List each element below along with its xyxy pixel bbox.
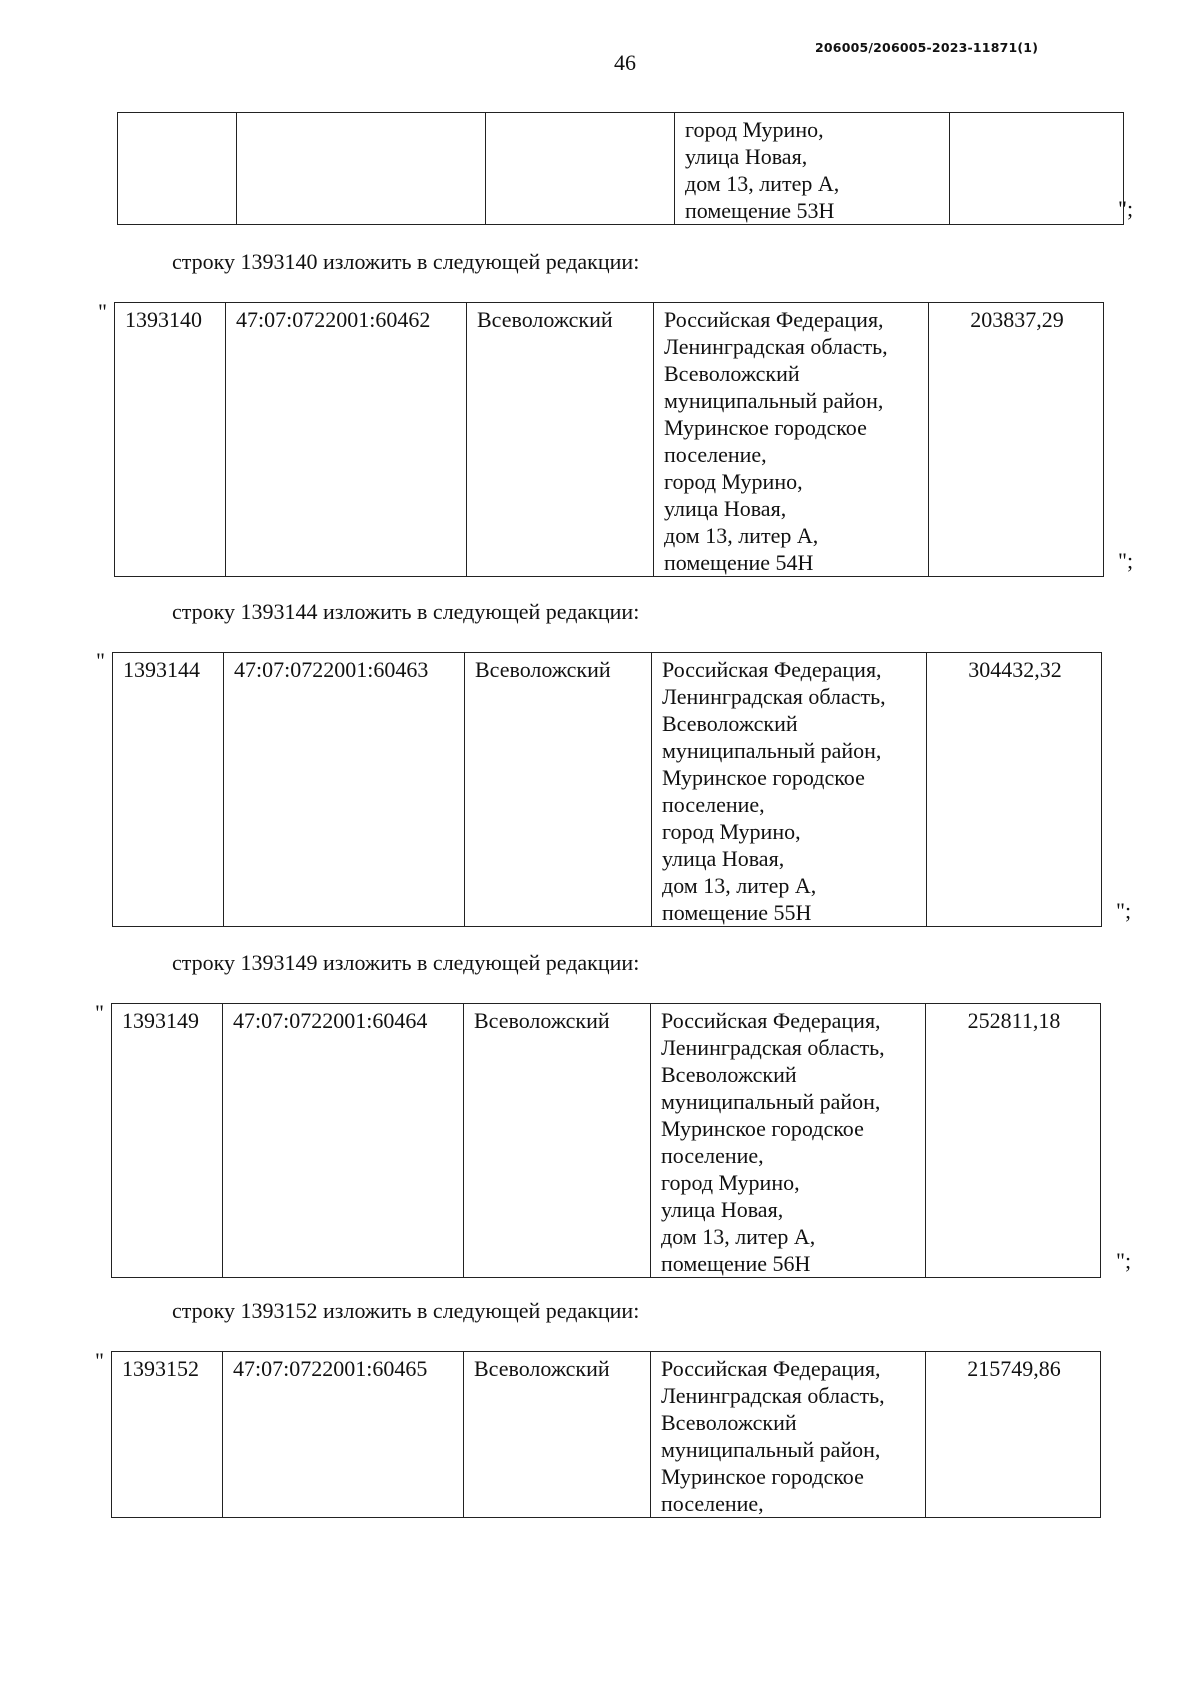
closing-quote: "; <box>1116 898 1132 923</box>
address-line: Муринское городское <box>662 765 865 790</box>
replacement-table <box>111 1351 1101 1518</box>
address-line: Ленинградская область, <box>664 334 888 359</box>
address-line: поселение, <box>664 442 767 467</box>
address-line: Муринское городское <box>664 415 867 440</box>
cell-cadastral-number: 47:07:0722001:60464 <box>223 1004 464 1278</box>
address-line: Всеволожский <box>662 711 798 736</box>
address-line: Российская Федерация, <box>661 1356 881 1381</box>
cell-value: 215749,86 <box>926 1352 1101 1518</box>
cell-row-number <box>118 113 237 225</box>
address-line: дом 13, литер А, <box>661 1224 816 1249</box>
address-line: улица Новая, <box>685 144 808 169</box>
cell-value: 203837,29 <box>929 303 1104 577</box>
page-number: 46 <box>614 50 636 75</box>
address-line: помещение 54Н <box>664 550 814 575</box>
instruction-text: строку 1393144 изложить в следующей редакции: <box>172 599 640 624</box>
opening-quote: " <box>98 299 107 324</box>
table-row <box>112 1352 1101 1518</box>
address-line: Российская Федерация, <box>664 307 884 332</box>
cell-row-number: 1393152 <box>112 1352 223 1518</box>
address-line: Всеволожский <box>664 361 800 386</box>
instruction-text: строку 1393152 изложить в следующей редакции: <box>172 1298 640 1323</box>
replacement-table <box>114 302 1104 577</box>
address-line: Муринское городское <box>661 1116 864 1141</box>
address-line: помещение 55Н <box>662 900 812 925</box>
address-line: улица Новая, <box>662 846 785 871</box>
cell-address <box>654 303 929 577</box>
address-line: улица Новая, <box>661 1197 784 1222</box>
cell-district: Всеволожский <box>467 303 654 577</box>
instruction-text: строку 1393140 изложить в следующей редакции: <box>172 249 640 274</box>
address-line: поселение, <box>661 1143 764 1168</box>
address-line: дом 13, литер А, <box>662 873 817 898</box>
address-line: улица Новая, <box>664 496 787 521</box>
address-line: Российская Федерация, <box>662 657 882 682</box>
table-row <box>112 1004 1101 1278</box>
cell-district: Всеволожский <box>464 1004 651 1278</box>
address-line: Всеволожский <box>661 1062 797 1087</box>
cell-district: Всеволожский <box>464 1352 651 1518</box>
address-line: муниципальный район, <box>661 1089 881 1114</box>
address-line: поселение, <box>661 1491 764 1516</box>
cell-cadastral-number: 47:07:0722001:60463 <box>224 653 465 927</box>
opening-quote: " <box>95 1348 104 1373</box>
address-line: дом 13, литер А, <box>685 171 840 196</box>
cell-value: 252811,18 <box>926 1004 1101 1278</box>
cell-address <box>651 1352 926 1518</box>
table-continuation <box>117 112 1124 225</box>
cell-cadastral-number <box>237 113 486 225</box>
address-line: муниципальный район, <box>664 388 884 413</box>
cell-cadastral-number: 47:07:0722001:60462 <box>226 303 467 577</box>
address-line: помещение 56Н <box>661 1251 811 1276</box>
closing-quote: "; <box>1116 1248 1132 1273</box>
replacement-table <box>111 1003 1101 1278</box>
address-line: Ленинградская область, <box>661 1035 885 1060</box>
address-line: город Мурино, <box>685 117 824 142</box>
cell-district: Всеволожский <box>465 653 652 927</box>
address-line: город Мурино, <box>664 469 803 494</box>
cell-cadastral-number: 47:07:0722001:60465 <box>223 1352 464 1518</box>
cell-address <box>675 113 950 225</box>
address-line: город Мурино, <box>661 1170 800 1195</box>
cell-value: 304432,32 <box>927 653 1102 927</box>
address-line: муниципальный район, <box>662 738 882 763</box>
table-row <box>115 303 1104 577</box>
cell-row-number: 1393144 <box>113 653 224 927</box>
table-row <box>113 653 1102 927</box>
document-number: 206005/206005-2023-11871(1) <box>815 40 1039 55</box>
address-line: Российская Федерация, <box>661 1008 881 1033</box>
address-line: муниципальный район, <box>661 1437 881 1462</box>
cell-row-number: 1393140 <box>115 303 226 577</box>
cell-row-number: 1393149 <box>112 1004 223 1278</box>
cell-value <box>950 113 1124 225</box>
address-line: город Мурино, <box>662 819 801 844</box>
address-line: поселение, <box>662 792 765 817</box>
table-row <box>118 113 1124 225</box>
replacement-table <box>112 652 1102 927</box>
address-line: Муринское городское <box>661 1464 864 1489</box>
instruction-text: строку 1393149 изложить в следующей редакции: <box>172 950 640 975</box>
closing-quote: "; <box>1118 548 1134 573</box>
address-line: Всеволожский <box>661 1410 797 1435</box>
address-line: Ленинградская область, <box>662 684 886 709</box>
cell-district <box>486 113 675 225</box>
opening-quote: " <box>95 1000 104 1025</box>
cell-address <box>652 653 927 927</box>
opening-quote: " <box>96 648 105 673</box>
address-line: Ленинградская область, <box>661 1383 885 1408</box>
cell-address <box>651 1004 926 1278</box>
address-line: помещение 53Н <box>685 198 835 223</box>
closing-quote: "; <box>1118 196 1134 221</box>
address-line: дом 13, литер А, <box>664 523 819 548</box>
